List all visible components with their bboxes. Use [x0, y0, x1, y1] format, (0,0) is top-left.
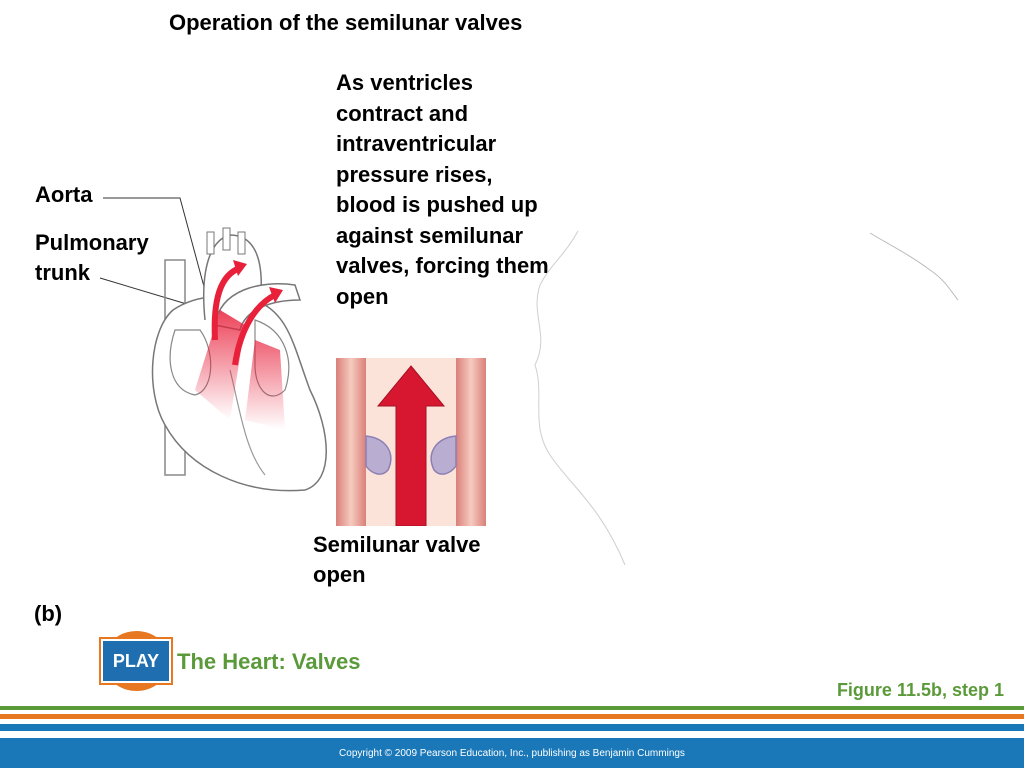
- stripe-blue: [0, 724, 1024, 731]
- footer-bar: [0, 738, 1024, 768]
- stripe-orange: [0, 714, 1024, 719]
- valve-label-line2: open: [313, 562, 366, 587]
- valve-inset-illustration: [336, 358, 486, 526]
- pulmonary-label-line2: trunk: [35, 260, 90, 285]
- copyright-text: Copyright © 2009 Pearson Education, Inc., publishing as Benjamin Cummings: [339, 747, 685, 759]
- description-text: As ventricles contract and intraventricular pressure rises, blood is pushed up against semilunar valves, forcing them open: [336, 70, 549, 309]
- semilunar-valve-label: [313, 530, 481, 590]
- figure-caption: Figure 11.5b, step 1: [836, 680, 1004, 700]
- slide-title: Operation of the semilunar valves: [169, 10, 523, 35]
- stripe-green: [0, 706, 1024, 710]
- part-label: (b): [34, 601, 63, 626]
- play-animation-link[interactable]: The Heart: Valves: [177, 649, 361, 674]
- pulmonary-leader-line: [100, 278, 190, 305]
- background-outline: [510, 225, 970, 575]
- valve-label-line1: Semilunar valve: [313, 532, 481, 557]
- play-button-group[interactable]: [99, 630, 174, 692]
- pulmonary-label-line1: Pulmonary: [35, 230, 149, 255]
- play-button[interactable]: PLAY: [101, 639, 171, 683]
- aorta-label: Aorta: [35, 182, 93, 207]
- heart-illustration: [95, 190, 335, 500]
